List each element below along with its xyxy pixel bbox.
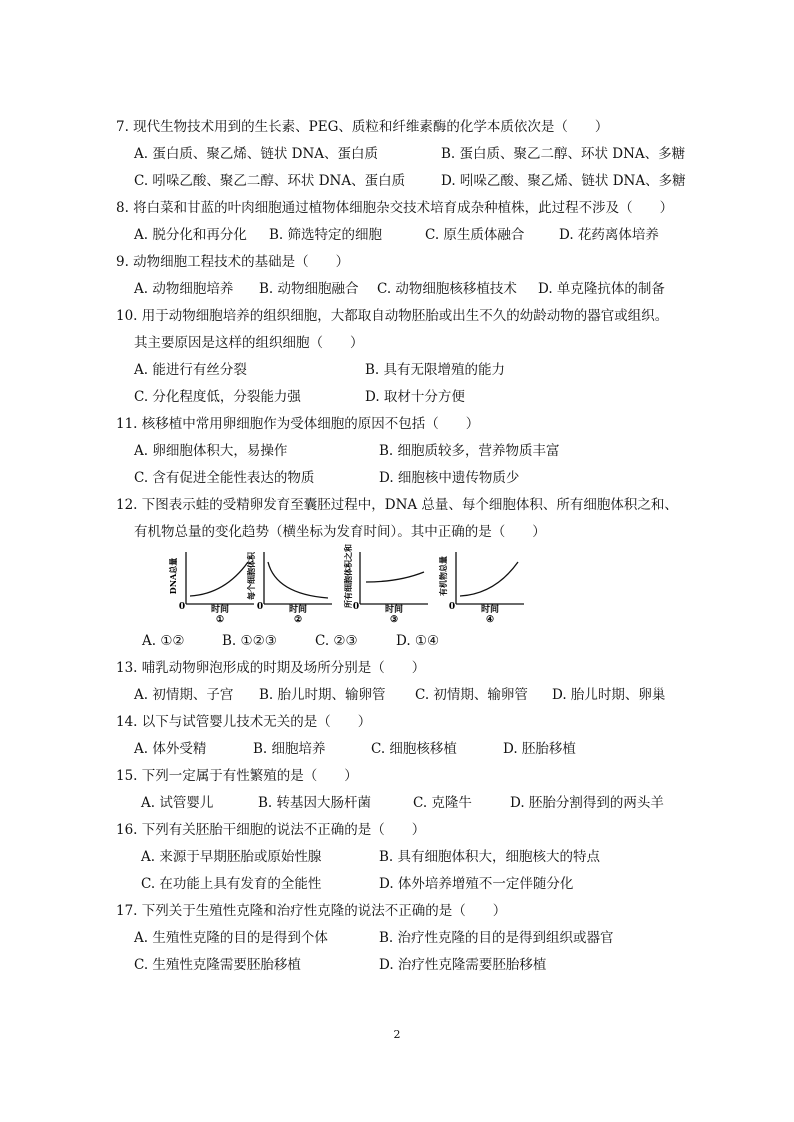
question-13-option-d: D. 胎儿时期、卵巢 xyxy=(552,687,666,703)
question-8-option-c: C. 原生质体融合 xyxy=(425,227,525,243)
graph-2-ylabel: 每个细胞体积 xyxy=(246,552,256,600)
question-9-option-d: D. 单克隆抗体的制备 xyxy=(538,281,665,297)
question-15-option-b: B. 转基因大肠杆菌 xyxy=(258,795,372,811)
question-16-stem: 16. 下列有关胚胎干细胞的说法不正确的是（ ） xyxy=(116,822,426,838)
graph-4-curve xyxy=(460,562,518,596)
question-7-option-a: A. 蛋白质、聚乙烯、链状 DNA、蛋白质 xyxy=(134,146,379,162)
question-10-option-b: B. 具有无限增殖的能力 xyxy=(365,362,506,378)
graph-4 xyxy=(440,548,530,624)
question-8-option-b: B. 筛选特定的细胞 xyxy=(269,227,383,243)
graph-3-origin: 0 xyxy=(352,602,360,612)
question-15-stem: 15. 下列一定属于有性繁殖的是（ ） xyxy=(116,768,358,784)
question-11-option-a: A. 卵细胞体积大，易操作 xyxy=(134,443,288,459)
question-14-stem: 14. 以下与试管婴儿技术无关的是（ ） xyxy=(116,714,372,730)
graph-1-curve xyxy=(190,562,248,596)
graph-3-number: ③ xyxy=(389,615,399,625)
question-12-stem-continued: 有机物总量的变化趋势（横坐标为发育时间）。其中正确的是（ ） xyxy=(134,524,546,540)
graph-4-xlabel: 时间 xyxy=(480,605,500,615)
graph-2 xyxy=(248,548,338,624)
graph-4-svg xyxy=(440,548,530,624)
question-17-option-d: D. 治疗性克隆需要胚胎移植 xyxy=(379,957,547,973)
graph-1-ylabel: DNA总量 xyxy=(168,557,178,595)
question-13-option-a: A. 初情期、子宫 xyxy=(134,687,234,703)
graph-4-ylabel: 有机物总量 xyxy=(438,556,448,596)
question-17-option-c: C. 生殖性克隆需要胚胎移植 xyxy=(134,957,301,973)
question-16-option-d: D. 体外培养增殖不一定伴随分化 xyxy=(379,876,574,892)
question-7-option-d: D. 吲哚乙酸、聚乙烯、链状 DNA、多糖 xyxy=(441,173,686,189)
graph-4-origin: 0 xyxy=(448,602,456,612)
question-9-stem: 9. 动物细胞工程技术的基础是（ ） xyxy=(116,254,350,270)
question-13-option-c: C. 初情期、输卵管 xyxy=(415,687,528,703)
graph-3-ylabel: 所有细胞体积之和 xyxy=(343,544,353,608)
question-13-stem: 13. 哺乳动物卵泡形成的时期及场所分别是（ ） xyxy=(116,660,426,676)
question-11-option-c: C. 含有促进全能性表达的物质 xyxy=(134,470,315,486)
question-9-option-a: A. 动物细胞培养 xyxy=(134,281,234,297)
question-9-option-c: C. 动物细胞核移植技术 xyxy=(377,281,517,297)
question-10-stem-continued: 其主要原因是这样的组织细胞（ ） xyxy=(134,335,364,351)
question-17-option-a: A. 生殖性克隆的目的是得到个体 xyxy=(134,930,328,946)
question-17-stem: 17. 下列关于生殖性克隆和治疗性克隆的说法不正确的是（ ） xyxy=(116,903,507,919)
question-15-option-a: A. 试管婴儿 xyxy=(141,795,214,811)
question-16-option-b: B. 具有细胞体积大，细胞核大的特点 xyxy=(379,849,601,865)
question-9-option-b: B. 动物细胞融合 xyxy=(259,281,359,297)
question-8-option-a: A. 脱分化和再分化 xyxy=(134,227,247,243)
question-12-option-d: D. ①④ xyxy=(396,633,440,649)
graph-1-number: ① xyxy=(215,615,225,625)
question-10-option-d: D. 取材十分方便 xyxy=(365,389,465,405)
question-11-option-b: B. 细胞质较多，营养物质丰富 xyxy=(379,443,560,459)
question-16-option-a: A. 来源于早期胚胎或原始性腺 xyxy=(141,849,322,865)
page-number: 2 xyxy=(393,1028,401,1041)
graph-2-xlabel: 时间 xyxy=(288,605,308,615)
question-12-option-b: B. ①②③ xyxy=(222,633,277,649)
question-12-option-a: A. ①② xyxy=(142,633,185,649)
question-12-stem: 12. 下图表示蛙的受精卵发育至囊胚过程中，DNA 总量、每个细胞体积、所有细胞体积之和、 xyxy=(116,497,678,513)
graph-3-curve xyxy=(366,572,424,582)
graph-1-origin: 0 xyxy=(178,602,186,612)
question-12-option-c: C. ②③ xyxy=(315,633,358,649)
question-7-option-b: B. 蛋白质、聚乙二醇、环状 DNA、多糖 xyxy=(441,146,686,162)
question-14-option-a: A. 体外受精 xyxy=(134,741,207,757)
question-17-option-b: B. 治疗性克隆的目的是得到组织或器官 xyxy=(379,930,614,946)
graph-3-svg xyxy=(343,544,434,625)
question-11-stem: 11. 核移植中常用卵细胞作为受体细胞的原因不包括（ ） xyxy=(116,416,480,432)
question-8-stem: 8. 将白菜和甘蓝的叶肉细胞通过植物体细胞杂交技术培育成杂种植株，此过程不涉及（ ） xyxy=(116,200,674,216)
graph-2-origin: 0 xyxy=(256,602,264,612)
question-16-option-c: C. 在功能上具有发育的全能性 xyxy=(141,876,322,892)
question-15-option-d: D. 胚胎分割得到的两头羊 xyxy=(510,795,664,811)
question-7-stem: 7. 现代生物技术用到的生长素、PEG、质粒和纤维素酶的化学本质依次是（ ） xyxy=(116,119,609,135)
graph-2-curve xyxy=(268,562,328,598)
question-14-option-c: C. 细胞核移植 xyxy=(371,741,457,757)
question-15-option-c: C. 克隆牛 xyxy=(413,795,472,811)
graph-1-xlabel: 时间 xyxy=(210,605,230,615)
graph-2-number: ② xyxy=(293,615,303,625)
question-14-option-d: D. 胚胎移植 xyxy=(503,741,576,757)
question-14-option-b: B. 细胞培养 xyxy=(253,741,326,757)
graph-2-svg xyxy=(248,548,338,624)
graph-3-xlabel: 时间 xyxy=(384,605,404,615)
question-8-option-d: D. 花药离体培养 xyxy=(559,227,659,243)
graph-3 xyxy=(343,544,434,625)
question-10-option-c: C. 分化程度低，分裂能力强 xyxy=(134,389,301,405)
question-7-option-c: C. 吲哚乙酸、聚乙二醇、环状 DNA、蛋白质 xyxy=(134,173,406,189)
question-10-stem: 10. 用于动物细胞培养的组织细胞，大都取自动物胚胎或出生不久的幼龄动物的器官或组织。 xyxy=(116,308,669,324)
question-10-option-a: A. 能进行有丝分裂 xyxy=(134,362,247,378)
question-11-option-d: D. 细胞核中遗传物质少 xyxy=(379,470,520,486)
graph-4-number: ④ xyxy=(485,615,495,625)
question-13-option-b: B. 胎儿时期、输卵管 xyxy=(259,687,386,703)
